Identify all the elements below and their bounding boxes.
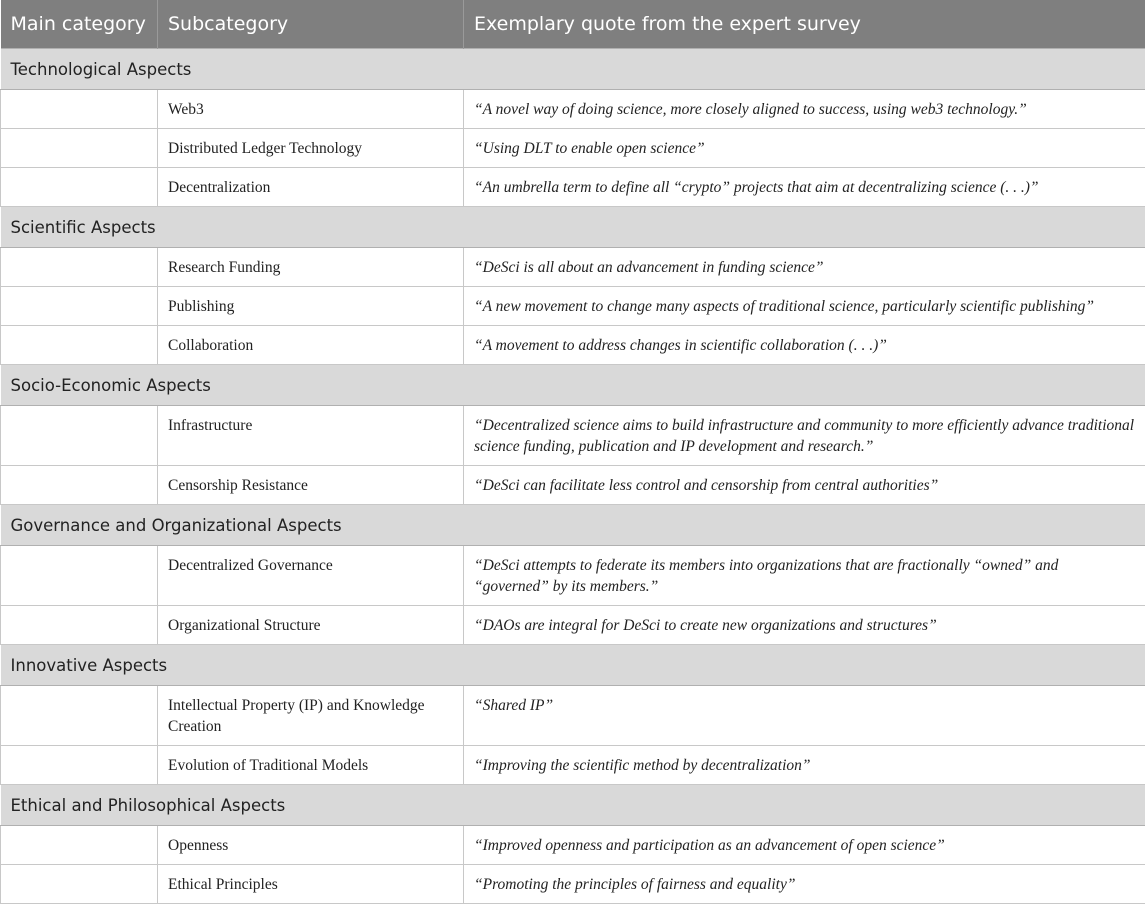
table-row: [1, 606, 1145, 645]
subcategory-cell: Publishing: [158, 287, 464, 326]
quote-cell: “DeSci is all about an advancement in funding science”: [464, 248, 1145, 287]
quote-cell: “A new movement to change many aspects of traditional science, particularly scientific publishing”: [464, 287, 1145, 326]
main-category-cell: [1, 90, 158, 129]
table-row: [1, 406, 1145, 466]
subcategory-cell: Distributed Ledger Technology: [158, 129, 464, 168]
subcategory-cell: Evolution of Traditional Models: [158, 746, 464, 785]
category-row: [1, 365, 1145, 406]
quote-cell: “Improved openness and participation as an advancement of open science”: [464, 826, 1145, 865]
subcategory-cell: Ethical Principles: [158, 865, 464, 904]
quote-cell: “A movement to address changes in scientific collaboration (. . .)”: [464, 326, 1145, 365]
category-label: Governance and Organizational Aspects: [1, 505, 1145, 546]
main-category-cell: [1, 406, 158, 466]
table-row: [1, 90, 1145, 129]
category-label: Innovative Aspects: [1, 645, 1145, 686]
quote-cell: “DeSci attempts to federate its members into organizations that are fractionally “owned” and “governed” by its members.”: [464, 546, 1145, 606]
table-row: [1, 129, 1145, 168]
main-category-cell: [1, 826, 158, 865]
table-row: [1, 546, 1145, 606]
quote-cell: “Shared IP”: [464, 686, 1145, 746]
category-row: [1, 505, 1145, 546]
header-row: [1, 0, 1145, 49]
category-row: [1, 49, 1145, 90]
subcategory-cell: Research Funding: [158, 248, 464, 287]
header-quote: Exemplary quote from the expert survey: [464, 0, 1145, 49]
category-row: [1, 645, 1145, 686]
subcategory-cell: Organizational Structure: [158, 606, 464, 645]
table-row: [1, 287, 1145, 326]
category-label: Socio-Economic Aspects: [1, 365, 1145, 406]
main-category-cell: [1, 746, 158, 785]
subcategory-cell: Censorship Resistance: [158, 466, 464, 505]
quote-cell: “Promoting the principles of fairness and equality”: [464, 865, 1145, 904]
quote-cell: “Decentralized science aims to build infrastructure and community to more efficiently advance traditional science funding, publication and IP development and research.”: [464, 406, 1145, 466]
subcategory-cell: Openness: [158, 826, 464, 865]
quote-cell: “Improving the scientific method by decentralization”: [464, 746, 1145, 785]
table-row: [1, 686, 1145, 746]
subcategory-cell: Collaboration: [158, 326, 464, 365]
category-label: Scientific Aspects: [1, 207, 1145, 248]
subcategory-cell: Infrastructure: [158, 406, 464, 466]
main-category-cell: [1, 326, 158, 365]
main-category-cell: [1, 168, 158, 207]
category-label: Ethical and Philosophical Aspects: [1, 785, 1145, 826]
main-category-cell: [1, 546, 158, 606]
table-row: [1, 746, 1145, 785]
main-category-cell: [1, 606, 158, 645]
subcategory-cell: Decentralized Governance: [158, 546, 464, 606]
main-category-cell: [1, 287, 158, 326]
table-row: [1, 466, 1145, 505]
table-row: [1, 248, 1145, 287]
table-row: [1, 326, 1145, 365]
subcategory-cell: Web3: [158, 90, 464, 129]
quote-cell: “A novel way of doing science, more closely aligned to success, using web3 technology.”: [464, 90, 1145, 129]
quote-cell: “An umbrella term to define all “crypto” projects that aim at decentralizing science (. . .)”: [464, 168, 1145, 207]
main-category-cell: [1, 129, 158, 168]
subcategory-cell: Intellectual Property (IP) and Knowledge Creation: [158, 686, 464, 746]
table-row: [1, 168, 1145, 207]
category-label: Technological Aspects: [1, 49, 1145, 90]
category-row: [1, 785, 1145, 826]
quote-cell: “DAOs are integral for DeSci to create new organizations and structures”: [464, 606, 1145, 645]
main-category-cell: [1, 248, 158, 287]
main-category-cell: [1, 686, 158, 746]
table-row: [1, 826, 1145, 865]
header-subcategory: Subcategory: [158, 0, 464, 49]
quote-cell: “DeSci can facilitate less control and censorship from central authorities”: [464, 466, 1145, 505]
main-category-cell: [1, 466, 158, 505]
category-row: [1, 207, 1145, 248]
quote-cell: “Using DLT to enable open science”: [464, 129, 1145, 168]
header-main-category: Main category: [1, 0, 158, 49]
subcategory-cell: Decentralization: [158, 168, 464, 207]
